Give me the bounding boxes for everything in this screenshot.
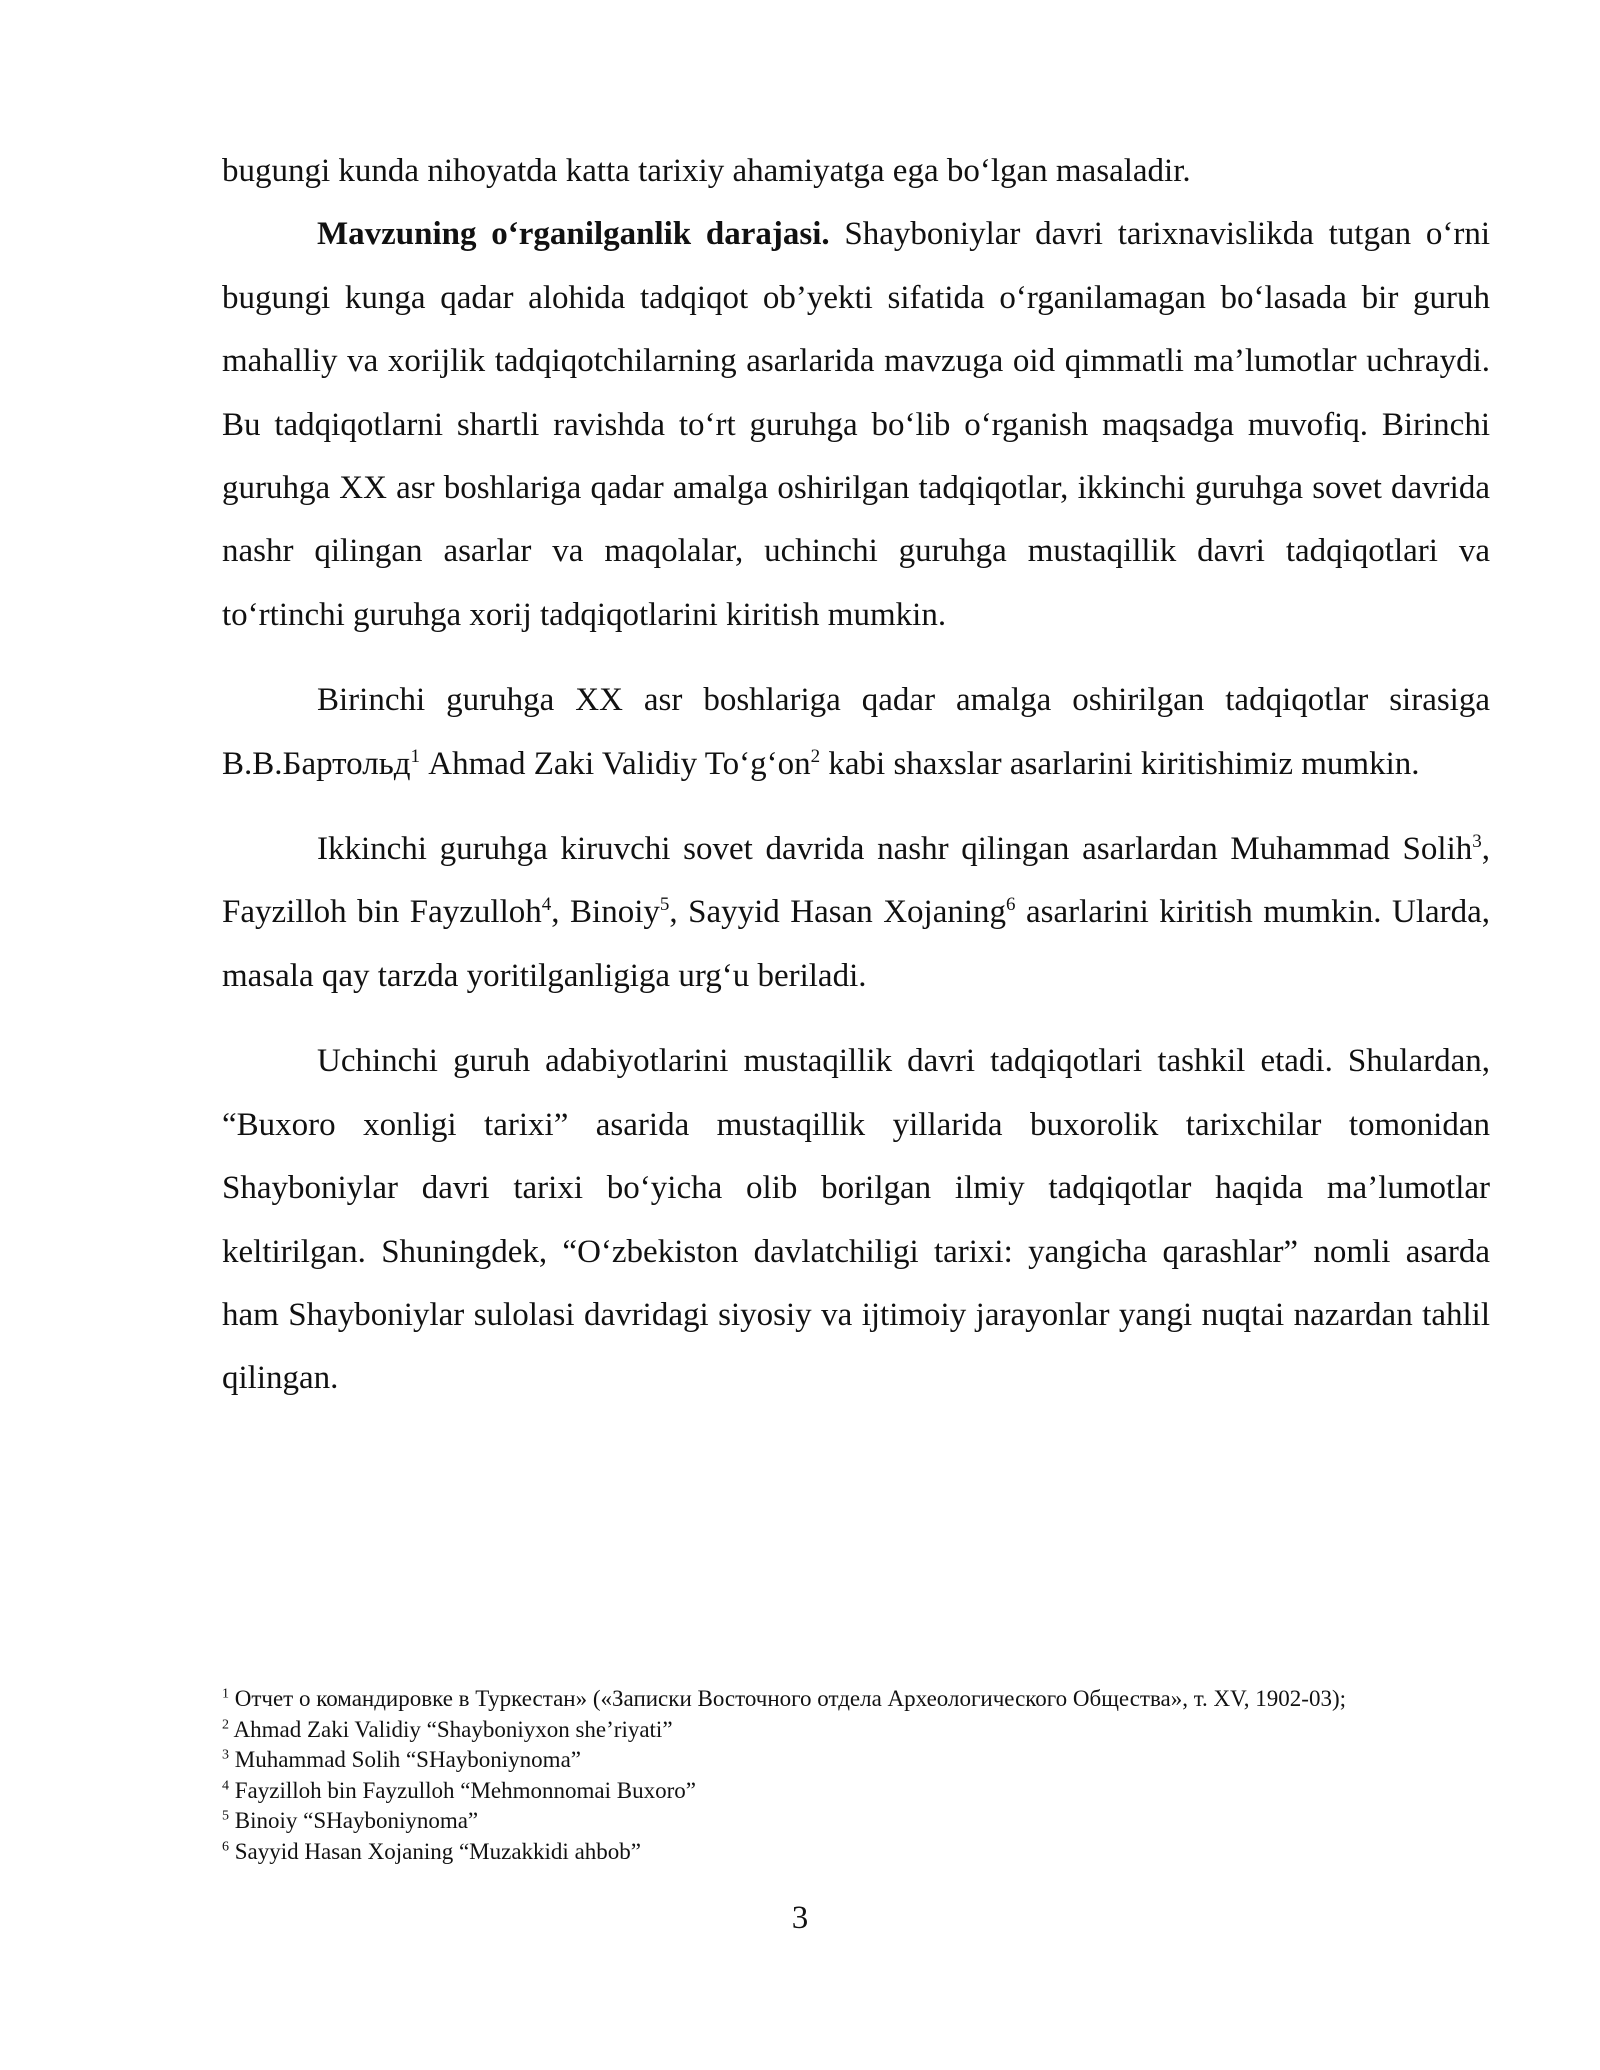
paragraph-text: , Sayyid Hasan Xojaning	[669, 894, 1007, 931]
footnote-text: Ahmad Zaki Validiy “Shayboniyxon she’riyati”	[229, 1716, 673, 1742]
footnote-number: 3	[222, 1747, 229, 1763]
paragraph-third-group	[222, 1030, 1490, 1410]
footnote-text: Отчет о командировке в Туркестан» («Записки Восточного отдела Археологического Общества», т. XV, 1902-03);	[229, 1686, 1347, 1711]
paragraph-text: Birinchi guruhga XX asr boshlariga qadar amalga oshirilgan tadqiqotlar sirasiga В.В.Бартольд	[222, 682, 1490, 782]
footnote-ref[interactable]: 6	[1006, 894, 1016, 916]
document-body	[222, 140, 1490, 1411]
footnote-4	[222, 1776, 1490, 1807]
footnote-ref[interactable]: 4	[541, 894, 552, 916]
paragraph-text: Shayboniylar davri tarixnavislikda tutgan o‘rni bugungi kunga qadar alohida tadqiqot ob’yekti sifatida o‘rganilamagan bo‘lasada bir guruh mahalliy va xorijlik tadqiqotchilarning asarlarida mavzuga oid qimmatli ma’lumotlar uchraydi. Bu tadqiqotlarni shartli ravishda to‘rt guruhga bo‘lib o‘rganish maqsadga muvofiq. Birinchi guruhga XX asr boshlariga qadar amalga oshirilgan tadqiqotlar, ikkinchi guruhga sovet davrida nashr qilingan asarlar va maqolalar, uchinchi guruhga mustaqillik davri tadqiqotlari va to‘rtinchi guruhga xorij tadqiqotlarini kiritish mumkin.	[222, 216, 1491, 633]
paragraph-text: asarlarini kiritish mumkin. Ularda, masala qay tarzda yoritilganligiga urg‘u beriladi.	[222, 894, 1491, 994]
footnote-ref[interactable]: 1	[410, 745, 421, 767]
paragraph-study-level	[222, 203, 1490, 647]
footnotes	[222, 1684, 1490, 1867]
footnote-2	[222, 1715, 1490, 1746]
paragraph-second-group	[222, 818, 1490, 1008]
page-number: 3	[791, 1900, 809, 1936]
paragraph-text: , Binoiy	[551, 894, 660, 931]
footnote-ref[interactable]: 2	[810, 745, 821, 767]
footnote-number: 5	[222, 1808, 229, 1824]
paragraph-continuation	[222, 140, 1490, 203]
footnote-text: Muhammad Solih “SHayboniynoma”	[229, 1747, 581, 1772]
section-heading: Mavzuning o‘rganilganlik darajasi.	[317, 216, 830, 253]
paragraph-text: Ahmad Zaki Validiy To‘g‘on	[420, 745, 811, 782]
paragraph-text: Uchinchi guruh adabiyotlarini mustaqillik davri tadqiqotlari tashkil etadi. Shulardan, “Buxoro xonligi tarixi” asarida mustaqillik yillarida buxorolik tarixchilar tomonidan Shayboniylar davri tarixi bo‘yicha olib borilgan ilmiy tadqiqotlar haqida ma’lumotlar keltirilgan. Shuningdek, “O‘zbekiston davlatchiligi tarixi: yangicha qarashlar” nomli asarda ham Shayboniylar sulolasi davridagi siyosiy va ijtimoiy jarayonlar yangi nuqtai nazardan tahlil qilingan.	[222, 1043, 1490, 1397]
paragraph-text: Ikkinchi guruhga kiruvchi sovet davrida nashr qilingan asarlardan Muhammad Solih	[317, 831, 1473, 868]
footnote-text: Sayyid Hasan Xojaning “Muzakkidi ahbob”	[229, 1838, 641, 1864]
footnote-text: Fayzilloh bin Fayzulloh “Mehmonnomai Buxoro”	[229, 1777, 696, 1803]
footnote-text: Binoiy “SHayboniynoma”	[229, 1808, 479, 1833]
footnote-5	[222, 1806, 1490, 1837]
paragraph-first-group	[222, 669, 1490, 796]
paragraph-text: bugungi kunda nihoyatda katta tarixiy ahamiyatga ega bo‘lgan masaladir.	[222, 153, 1191, 189]
paragraph-text: kabi shaxslar asarlarini kiritishimiz mumkin.	[820, 745, 1420, 782]
footnote-ref[interactable]: 3	[1472, 831, 1482, 853]
footnote-6	[222, 1837, 1490, 1868]
footnote-number: 4	[222, 1777, 229, 1793]
footnote-number: 6	[222, 1838, 229, 1854]
footnote-3	[222, 1745, 1490, 1776]
footnote-ref[interactable]: 5	[659, 894, 670, 916]
footnote-number: 1	[222, 1686, 229, 1702]
footnote-number: 2	[222, 1716, 229, 1732]
footnote-1	[222, 1684, 1490, 1715]
paragraph-text: , Fayzilloh bin Fayzulloh	[222, 831, 1490, 931]
